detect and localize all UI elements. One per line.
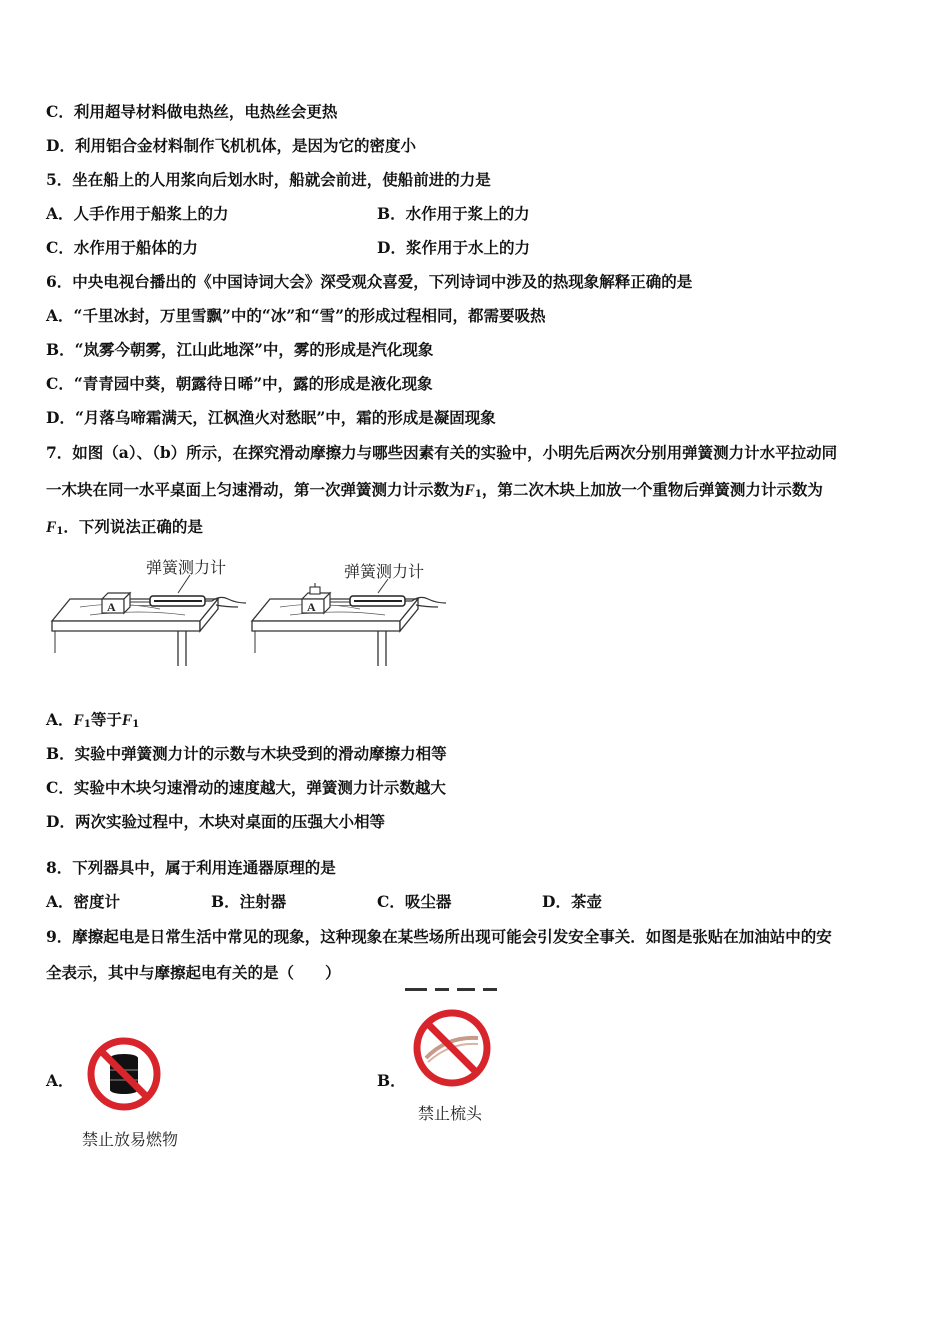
q8-stem: 8．下列器具中，属于利用连通器原理的是 [46, 858, 336, 877]
q7-option-c: C．实验中木块匀速滑动的速度越大，弹簧测力计示数越大 [46, 778, 446, 797]
friction-apparatus-b [250, 553, 450, 668]
q7-stem-line1: 7．如图（a）、（b）所示，在探究滑动摩擦力与哪些因素有关的实验中，小明先后两次分别用弹簧测力计水平拉动同 [46, 443, 838, 462]
q9-option-b-letter: B． [377, 1071, 406, 1090]
q6-option-c: C．“青青园中葵，朝露待日晞”中，露的形成是液化现象 [46, 374, 433, 393]
q5-option-a: A．人手作用于船浆上的力 [46, 204, 229, 223]
friction-apparatus-a [50, 553, 250, 668]
q9-stem-line1: 9．摩擦起电是日常生活中常见的现象，这种现象在某些场所出现可能会引发安全事关．如图是张贴在加油站中的安 [46, 927, 832, 946]
sign-a-caption: 禁止放易燃物 [82, 1130, 179, 1149]
spring-scale-label-b: 弹簧测力计 [344, 562, 425, 581]
no-combing-sign-icon [412, 1008, 492, 1088]
spring-scale-label-a: 弹簧测力计 [146, 558, 227, 577]
sign-b-caption: 禁止梳头 [418, 1104, 483, 1123]
q8-option-d: D．茶壶 [542, 892, 602, 911]
clipped-text-fragment [405, 988, 500, 993]
q7-option-b: B．实验中弹簧测力计的示数与木块受到的滑动摩擦力相等 [46, 744, 447, 763]
q5-option-b: B．水作用于浆上的力 [377, 204, 530, 223]
q9-stem-line2: 全表示，其中与摩擦起电有关的是（ ） [46, 963, 341, 982]
weight-icon [310, 587, 320, 594]
block-label-a: A [107, 600, 116, 614]
q5-stem: 5．坐在船上的人用浆向后划水时，船就会前进，使船前进的力是 [46, 170, 491, 189]
q7-figure-b [250, 553, 450, 668]
q6-option-a: A．“千里冰封，万里雪飘”中的“冰”和“雪”的形成过程相同，都需要吸热 [46, 306, 546, 325]
q7-stem-line3: $F_1$．下列说法正确的是 [46, 517, 203, 537]
q8-option-a: A．密度计 [46, 892, 121, 911]
q7-option-d: D．两次实验过程中，木块对桌面的压强大小相等 [46, 812, 385, 831]
q7-stem-line2: 一木块在同一水平桌面上匀速滑动，第一次弹簧测力计示数为$F_1$，第二次木块上加放一个重物后弹簧测力计示数为 [46, 480, 823, 500]
q8-option-b: B．注射器 [211, 892, 287, 911]
q4-option-c: C．利用超导材料做电热丝，电热丝会更热 [46, 102, 338, 121]
q9-option-a-letter: A． [46, 1071, 74, 1090]
no-flammables-sign-icon [86, 1036, 162, 1112]
q5-option-d: D．浆作用于水上的力 [377, 238, 530, 257]
block-label-b: A [307, 600, 316, 614]
q5-option-c: C．水作用于船体的力 [46, 238, 198, 257]
q8-option-c: C．吸尘器 [377, 892, 452, 911]
q7-option-a: A．$F_1$等于$F_1$ [46, 710, 140, 730]
q6-stem: 6．中央电视台播出的《中国诗词大会》深受观众喜爱，下列诗词中涉及的热现象解释正确的是 [46, 272, 693, 291]
q6-option-d: D．“月落乌啼霜满天，江枫渔火对愁眠”中，霜的形成是凝固现象 [46, 408, 496, 427]
q6-option-b: B．“岚雾今朝雾，江山此地深”中，雾的形成是汽化现象 [46, 340, 434, 359]
q7-figure-a [50, 553, 250, 668]
q4-option-d: D．利用铝合金材料制作飞机机体，是因为它的密度小 [46, 136, 416, 155]
